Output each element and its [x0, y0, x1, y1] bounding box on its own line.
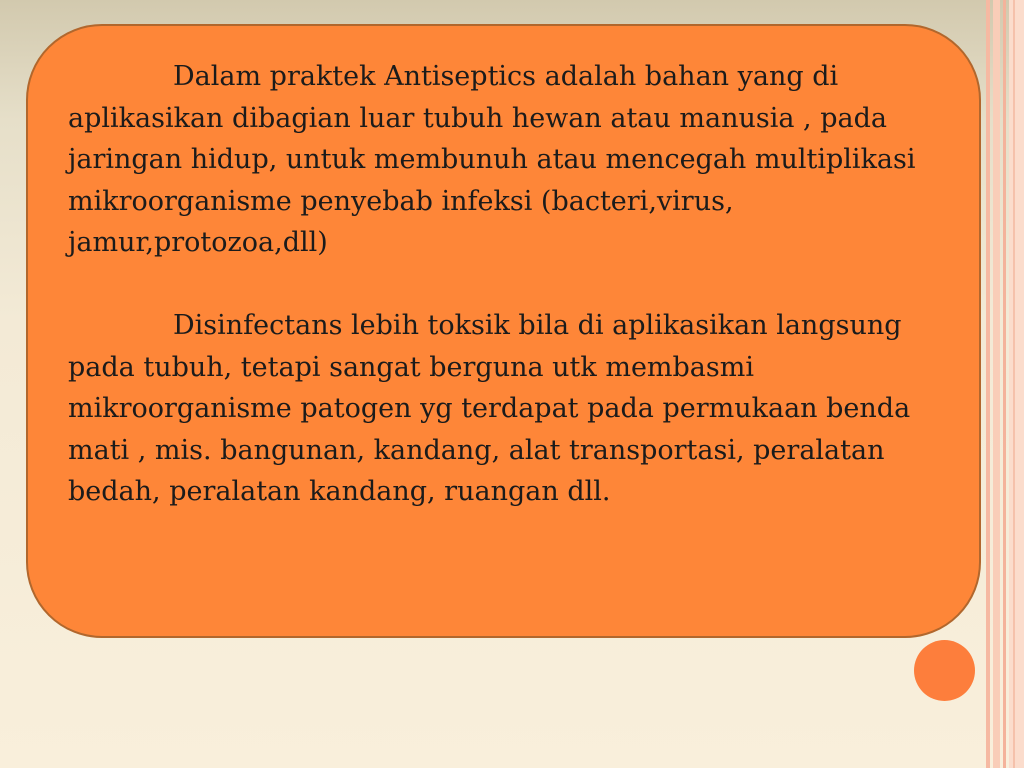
- decorative-stripe: [1003, 0, 1006, 768]
- slide-body: [68, 56, 948, 513]
- paragraph-disinfectants: Disinfectans lebih toksik bila di aplikasikan langsung pada tubuh, tetapi sangat berguna utk membasmi mikroorganisme patogen yg terdapat pada permukaan benda mati , mis. bangunan, kandang, alat transportasi, peralatan bedah, peralatan kandang, ruangan dll.: [68, 310, 911, 507]
- decorative-circle: [914, 640, 975, 701]
- decorative-stripe: [1009, 0, 1024, 768]
- decorative-stripe: [993, 0, 1000, 768]
- decorative-stripe: [1013, 0, 1015, 768]
- paragraph-antiseptics: Dalam praktek Antiseptics adalah bahan yang di aplikasikan dibagian luar tubuh hewan atau manusia , pada jaringan hidup, untuk membunuh atau mencegah multiplikasi mikroorganisme penyebab infeksi (bacteri,virus, jamur,protozoa,dll): [68, 61, 916, 258]
- decorative-stripe: [986, 0, 990, 768]
- content-panel: [26, 24, 981, 638]
